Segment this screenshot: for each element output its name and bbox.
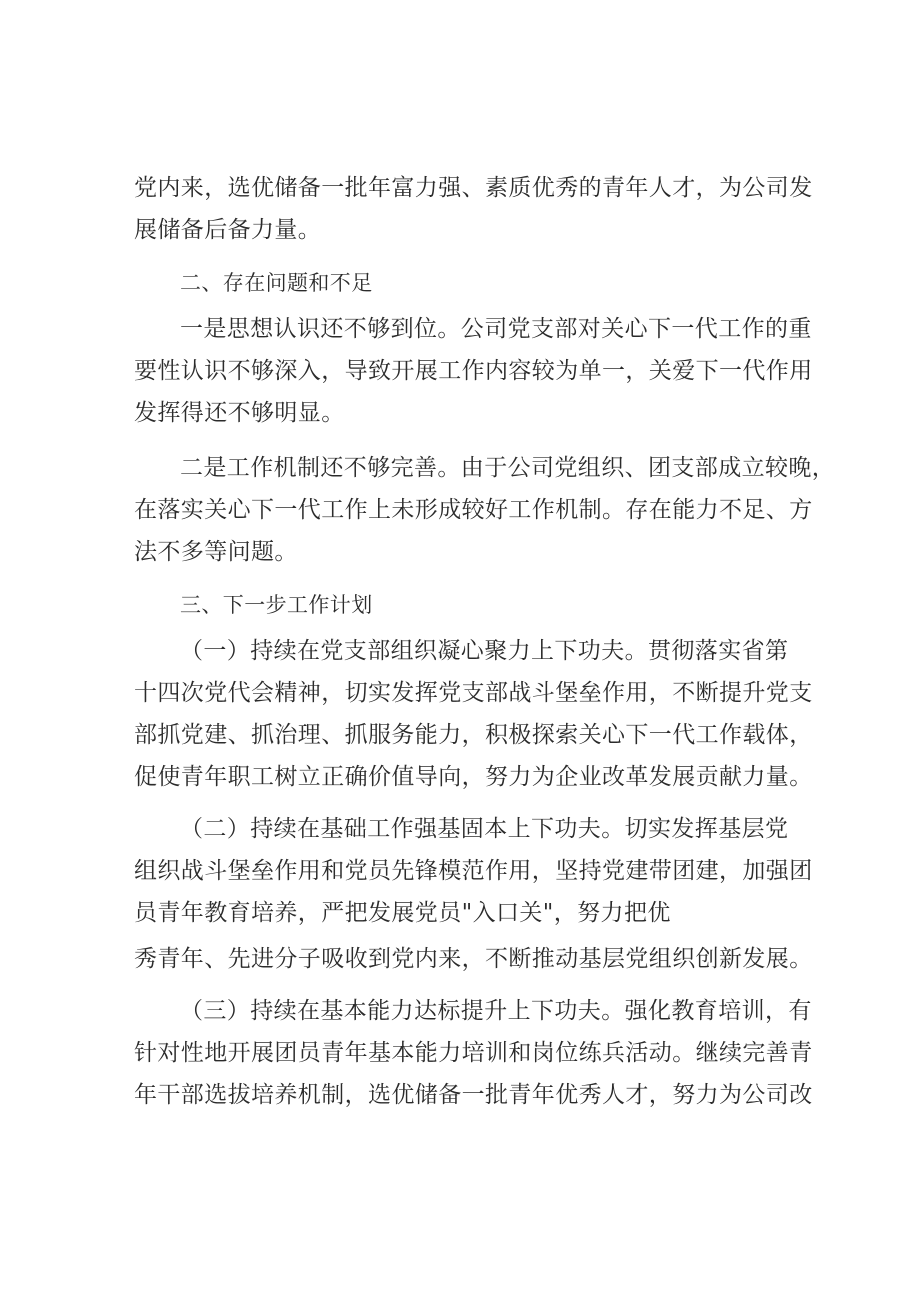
body-line: 部抓党建、抓治理、抓服务能力，积极探索关心下一代工作载体， bbox=[134, 722, 813, 748]
body-line: 组织战斗堡垒作用和党员先锋模范作用，坚持党建带团建，加强团 bbox=[134, 858, 813, 884]
body-line: 二是工作机制还不够完善。由于公司党组织、团支部成立较晚， bbox=[180, 455, 836, 481]
body-line: 一是思想认识还不够到位。公司党支部对关心下一代工作的重 bbox=[180, 316, 812, 342]
body-line: 法不多等问题。 bbox=[134, 539, 298, 565]
body-line: 十四次党代会精神，切实发挥党支部战斗堡垒作用，不断提升党支 bbox=[134, 680, 813, 706]
body-line: 针对性地开展团员青年基本能力培训和岗位练兵活动。继续完善青 bbox=[134, 1040, 813, 1066]
body-line: 展储备后备力量。 bbox=[134, 217, 322, 243]
body-line: 在落实关心下一代工作上未形成较好工作机制。存在能力不足、方 bbox=[134, 497, 813, 523]
body-line: （一）持续在党支部组织凝心聚力上下功夫。贯彻落实省第 bbox=[180, 638, 789, 664]
body-line: 秀青年、先进分子吸收到党内来，不断推动基层党组织创新发展。 bbox=[134, 946, 813, 972]
body-line: 年干部选拔培养机制，选优储备一批青年优秀人才，努力为公司改 bbox=[134, 1082, 813, 1108]
body-line: 促使青年职工树立正确价值导向，努力为企业改革发展贡献力量。 bbox=[134, 764, 813, 790]
section-heading: 二、存在问题和不足 bbox=[180, 271, 373, 295]
body-line: （三）持续在基本能力达标提升上下功夫。强化教育培训，有 bbox=[180, 998, 812, 1024]
body-line: 党内来，选优储备一批年富力强、素质优秀的青年人才，为公司发 bbox=[134, 175, 813, 201]
body-line: 员青年教育培养，严把发展党员"入口关"，努力把优 bbox=[134, 900, 671, 926]
body-line: 要性认识不够深入，导致开展工作内容较为单一，关爱下一代作用 bbox=[134, 358, 813, 384]
body-line: （二）持续在基础工作强基固本上下功夫。切实发挥基层党 bbox=[180, 816, 789, 842]
section-heading: 三、下一步工作计划 bbox=[180, 593, 373, 617]
body-line: 发挥得还不够明显。 bbox=[134, 400, 345, 426]
